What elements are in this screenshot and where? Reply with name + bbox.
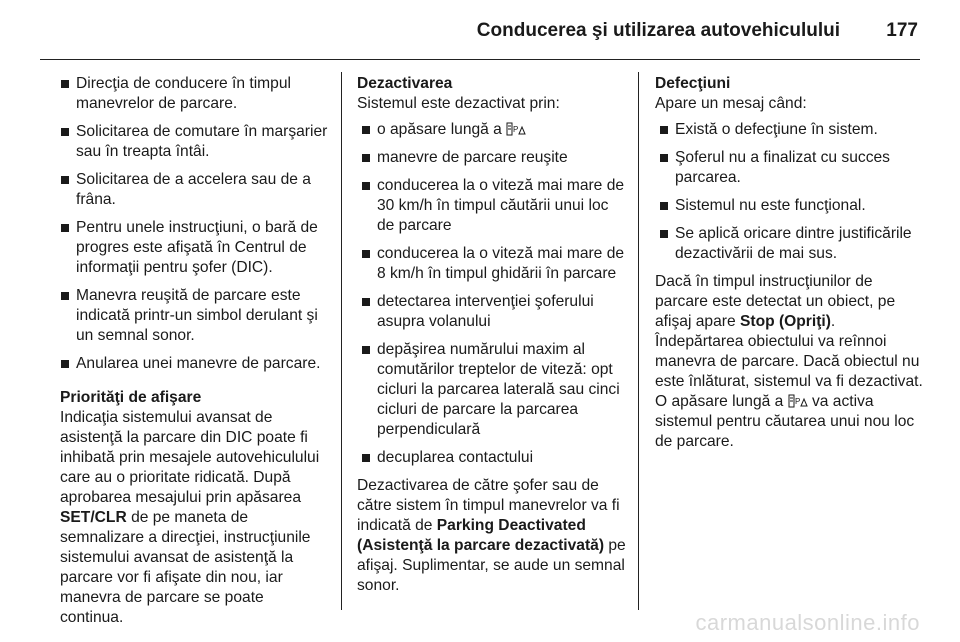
list-item: Solicitarea de a accelera sau de a frâna. xyxy=(60,170,330,210)
list-item: decuplarea contactului xyxy=(361,448,627,468)
list-item: detectarea intervenţiei şoferului asupra volanului xyxy=(361,292,627,332)
column-3 xyxy=(655,74,925,452)
list-item: Solicitarea de comutare în marşarier sau în treapta întâi. xyxy=(60,122,330,162)
section-heading: Defecţiuni xyxy=(655,75,731,92)
paragraph-text: Îndepărtarea obiectului va reînnoi manevra de parcare. Dacă obiectul nu este înlăturat, sistemul va fi dezactivat. O apăsare lungă a xyxy=(655,333,923,410)
watermark: carmanualsonline.info xyxy=(695,610,920,635)
column-divider xyxy=(638,72,639,610)
display-message: Parking Deactivated (Asistenţă la parcare dezactivată) xyxy=(357,517,605,554)
list-item: Şoferul nu a finalizat cu succes parcarea. xyxy=(659,148,925,188)
header-rule xyxy=(40,59,920,60)
paragraph: Sistemul este dezactivat prin: xyxy=(357,95,560,112)
paragraph xyxy=(655,332,925,452)
deactivation-list xyxy=(357,120,627,468)
page-number: 177 xyxy=(886,20,918,41)
paragraph: Apare un mesaj când: xyxy=(655,95,807,112)
paragraph-text: de pe maneta de semnalizare a direcţiei, instrucţiunile sistemului avansat de asistenţă la parcare vor fi afişate din nou, iar manevra de parcare se poate continua. xyxy=(60,509,311,626)
fault-list xyxy=(655,120,925,264)
list-item: Se aplică oricare dintre justificările dezactivării de mai sus. xyxy=(659,224,925,264)
paragraph xyxy=(655,272,925,332)
list-item: Există o defecţiune în sistem. xyxy=(659,120,925,140)
paragraph-text: va activa sistemul pentru căutarea unui nou loc de parcare. xyxy=(655,393,915,450)
list-item: Anularea unei manevre de parcare. xyxy=(60,354,330,374)
svg-text:P: P xyxy=(794,397,800,406)
paragraph-text: pe afişaj. Suplimentar, se aude un semnal sonor. xyxy=(357,537,626,594)
instruction-list xyxy=(60,74,330,374)
list-item: manevre de parcare reuşite xyxy=(361,148,627,168)
list-item: Pentru unele instrucţiuni, o bară de progres este afişată în Centrul de informaţii pentru şofer (DIC). xyxy=(60,218,330,278)
page-title: Conducerea şi utilizarea autovehiculului xyxy=(476,20,840,41)
paragraph xyxy=(60,408,330,628)
column-2 xyxy=(357,74,627,596)
section-heading: Priorităţi de afişare xyxy=(60,389,202,406)
column-divider xyxy=(341,72,342,610)
svg-text:P: P xyxy=(513,125,519,134)
list-item xyxy=(361,120,627,140)
display-message: Stop (Opriţi) xyxy=(739,313,831,330)
page-header xyxy=(0,0,960,60)
list-item: Direcţia de conducere în timpul manevrelor de parcare. xyxy=(60,74,330,114)
parking-assist-icon xyxy=(506,122,526,136)
button-name: SET/CLR xyxy=(60,509,127,526)
list-item: Sistemul nu este funcţional. xyxy=(659,196,925,216)
section-heading: Dezactivarea xyxy=(357,75,453,92)
list-item: conducerea la o viteză mai mare de 8 km/h în timpul ghidării în parcare xyxy=(361,244,627,284)
list-item: Manevra reuşită de parcare este indicată printr-un simbol derulant şi un semnal sonor. xyxy=(60,286,330,346)
list-item: depăşirea numărului maxim al comutărilor treptelor de viteză: opt cicluri la parcarea laterală sau cinci cicluri de parcare la parcarea perpendiculară xyxy=(361,340,627,440)
list-item-text: o apăsare lungă a xyxy=(377,121,502,138)
paragraph-text: Dezactivarea de către şofer sau de către sistem în timpul manevrelor va fi indicată de xyxy=(357,477,620,534)
list-item: conducerea la o viteză mai mare de 30 km/h în timpul căutării unui loc de parcare xyxy=(361,176,627,236)
paragraph xyxy=(357,476,627,596)
parking-assist-icon xyxy=(788,394,808,408)
paragraph-text: . xyxy=(830,313,836,330)
column-1 xyxy=(60,74,330,628)
paragraph-text: Indicaţia sistemului avansat de asistenţă la parcare din DIC poate fi inhibată prin mesajele autovehiculului care au o prioritate ridicată. După aprobarea mesajului prin apăsarea xyxy=(60,409,320,506)
paragraph-text: Dacă în timpul instrucţiunilor de parcare este detectat un obiect, pe afişaj apare xyxy=(655,273,896,330)
